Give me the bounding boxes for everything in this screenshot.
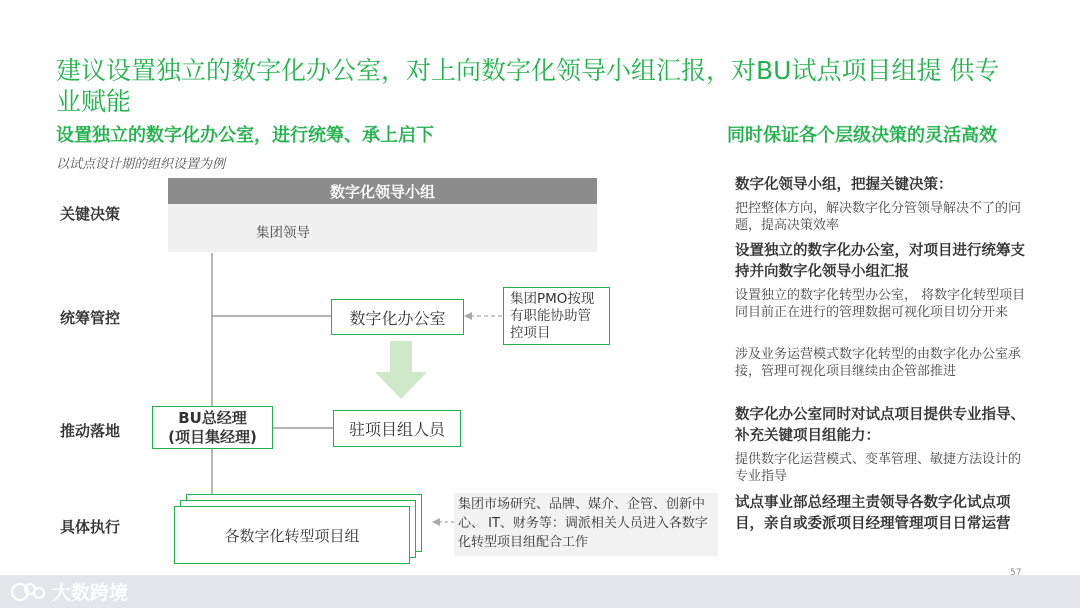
pmo-note-text: 集团PMO按现有职能协助管控项目 <box>510 290 595 341</box>
level-label-decision: 关键决策 <box>60 205 121 223</box>
leading-group-body <box>168 204 597 252</box>
down-arrow <box>375 341 427 399</box>
pmo-note-box <box>503 287 610 345</box>
right-subtitle: 同时保证各个层级决策的灵活高效 <box>727 125 997 146</box>
logo-icon <box>10 580 46 604</box>
level-label-implement: 推动落地 <box>60 422 121 440</box>
support-arrowhead <box>432 518 440 526</box>
right-body-2b: 涉及业务运营模式数字化转型的由数字化办公室承接，管理可视化项目继续由企管部推进 <box>735 347 1022 379</box>
bu-manager-role: (项目集经理) <box>168 427 257 446</box>
resident-staff-box: 驻项目组人员 <box>333 410 461 447</box>
bu-manager-title: BU总经理 <box>178 408 247 427</box>
group-leader-label: 集团领导 <box>256 225 310 241</box>
level-label-execute: 具体执行 <box>60 518 121 536</box>
logo-text: 大数跨境 <box>52 582 129 604</box>
example-note: 以试点设计期的组织设置为例 <box>56 157 226 172</box>
level-label-control: 统筹管控 <box>60 309 121 327</box>
leading-group-header: 数字化领导小组 <box>168 178 597 204</box>
right-body-3: 提供数字化运营模式、变革管理、敏捷方法设计的专业指导 <box>735 452 1022 484</box>
project-groups-box: 各数字化转型项目组 <box>174 506 410 564</box>
page-number: 57 <box>1010 568 1022 578</box>
right-title-2: 设置独立的数字化办公室，对项目进行统筹支持并向数字化领导小组汇报 <box>735 243 1025 280</box>
right-title-4: 试点事业部总经理主责领导各数字化试点项目，亲自或委派项目经理管理项目日常运营 <box>735 495 1011 532</box>
page-title: 建议设置独立的数字化办公室，对上向数字化领导小组汇报，对BU试点项目组提 供专业赋能 <box>56 56 1000 116</box>
right-title-1: 数字化领导小组，把握关键决策： <box>735 177 953 193</box>
digital-office-box: 数字化办公室 <box>331 299 464 335</box>
right-body-2a: 设置独立的数字化转型办公室， 将数字化转型项目同目前正在进行的管理数据可视化项目切分开来 <box>735 288 1026 320</box>
support-note: 集团市场研究、品牌、媒介、企管、创新中心、 IT、财务等：调派相关人员进入各数字化转型项目组配合工作 <box>454 493 718 556</box>
right-body-1: 把控整体方向，解决数字化分管领导解决不了的问题，提高决策效率 <box>735 201 1022 233</box>
footer-bar <box>0 575 1080 608</box>
logo <box>10 578 128 605</box>
pmo-arrowhead <box>464 312 472 320</box>
left-subtitle: 设置独立的数字化办公室，进行统筹、承上启下 <box>56 125 434 146</box>
bu-manager-box <box>152 406 273 449</box>
right-title-3: 数字化办公室同时对试点项目提供专业指导、补充关键项目组能力： <box>735 407 1025 444</box>
